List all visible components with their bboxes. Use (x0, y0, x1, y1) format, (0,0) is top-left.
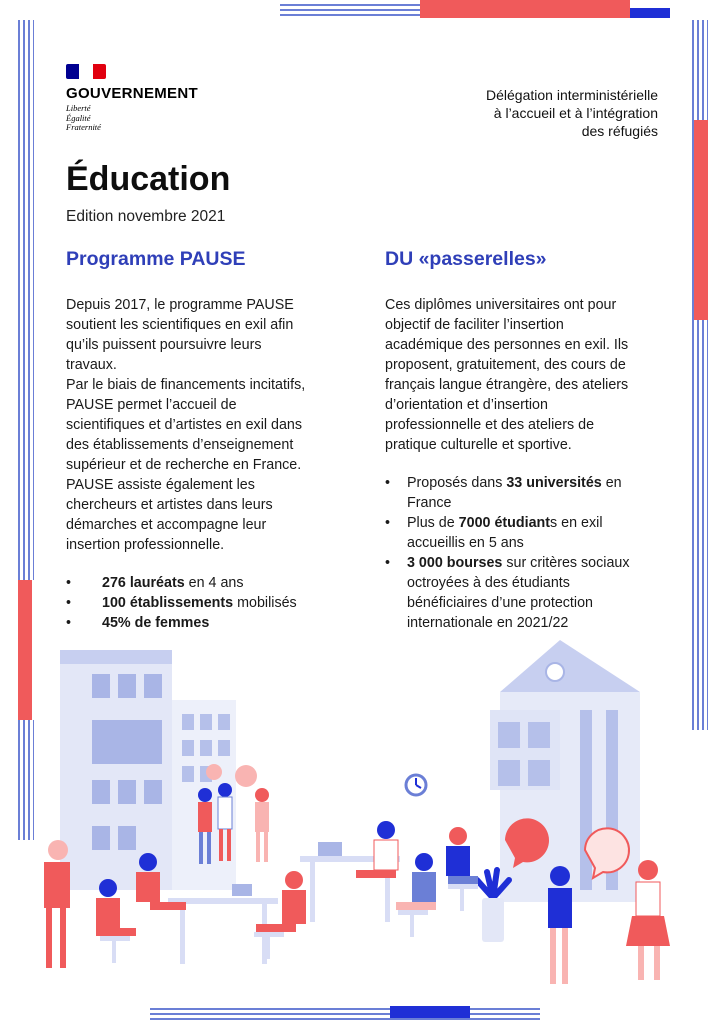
page-title: Éducation (66, 160, 231, 198)
list-item: • 3 000 bourses sur critères sociaux octroyées à des étudiants bénéficiaires d’une protection internationale en 2021/22 (385, 555, 630, 631)
flag-icon (66, 64, 106, 79)
bullet-icon: • (66, 595, 72, 611)
du-heading: DU «passerelles» (385, 248, 547, 270)
delegation-name: Délégation interministérielle à l’accueil et à l’intégration des réfugiés (486, 87, 658, 139)
bullet-icon: • (385, 515, 391, 531)
government-label: GOUVERNEMENT (66, 85, 198, 102)
republic-motto: Liberté Égalité Fraternité (66, 103, 101, 132)
pause-paragraph-1: Depuis 2017, le programme PAUSE soutient les scientifiques en exil afin qu’ils puissent poursuivre leurs travaux. (66, 297, 294, 373)
pause-paragraph-2: Par le biais de financements incitatifs, PAUSE permet l’accueil de scientifiques et d’artistes en exil dans des établissements d’enseignement supérieur et de recherche en France. (66, 377, 306, 473)
pause-paragraph-3: PAUSE assiste également les chercheurs et artistes dans leurs démarches et accompagne leur insertion professionnelle. (66, 477, 273, 553)
pause-section (66, 248, 366, 633)
top-blue-bar (630, 8, 670, 18)
list-item: • 45% de femmes (66, 615, 210, 631)
list-item: • 100 établissements mobilisés (66, 595, 297, 611)
government-logo (66, 64, 198, 133)
right-red-bar (694, 120, 708, 320)
top-stripes (280, 2, 420, 16)
pause-stats-list (66, 573, 366, 633)
bullet-icon: • (66, 615, 72, 631)
list-item: • Proposés dans 33 universités en France (385, 475, 622, 511)
list-item: • 276 lauréats en 4 ans (66, 575, 244, 591)
du-stats-list (385, 473, 685, 633)
du-section (385, 248, 685, 633)
campus-illustration (0, 630, 724, 1024)
bullet-icon: • (385, 555, 391, 571)
bullet-icon: • (66, 575, 72, 591)
pause-heading: Programme PAUSE (66, 248, 246, 270)
du-paragraph: Ces diplômes universitaires ont pour objectif de faciliter l’insertion académique des personnes en exil. Ils proposent, gratuitement, des cours de français langue étrangère, des ateliers d’orientation et d’insertion professionnelle et des ateliers de pratique culturelle et sportive. (385, 297, 629, 453)
left-stripes (18, 20, 34, 580)
clock-icon (406, 775, 426, 795)
top-red-bar (420, 0, 630, 18)
bullet-icon: • (385, 475, 391, 491)
edition-date: Edition novembre 2021 (66, 208, 226, 225)
list-item: • Plus de 7000 étudiants en exil accueillis en 5 ans (385, 515, 603, 551)
